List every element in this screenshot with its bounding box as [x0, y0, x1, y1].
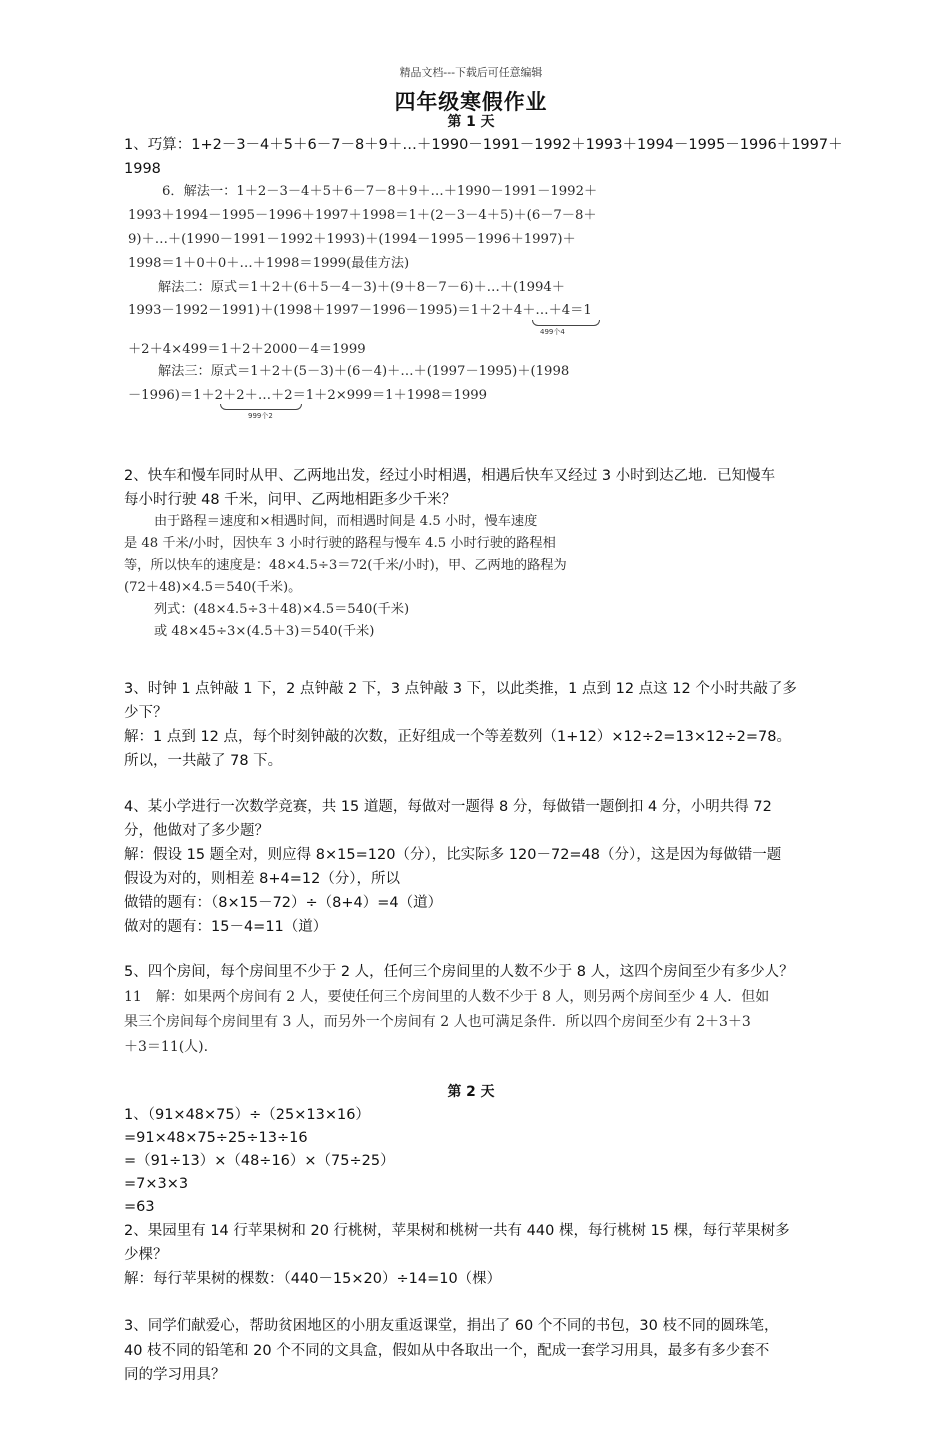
q2-solution-line-4: (72＋48)×4.5＝540(千米)。	[124, 580, 302, 595]
q2-solution-line-5: 列式：(48×4.5÷3＋48)×4.5＝540(千米)	[154, 602, 410, 617]
day2-q3-line-1: 3、同学们献爱心，帮助贫困地区的小朋友重返课堂，捐出了 60 个不同的书包，30 枝不同的圆珠笔，	[124, 1318, 779, 1334]
underbrace-label-999: 999个2	[248, 412, 273, 420]
underbrace-label-499: 499个4	[540, 328, 565, 336]
q5-solution-line-1: 11 解：如果两个房间有 2 人，要使任何三个房间里的人数不少于 8 人，则另两个房间至少 4 人．但如	[124, 989, 770, 1005]
day2-q1-line-5: =63	[124, 1199, 155, 1215]
q2-solution-line-2: 是 48 千米/小时，因快车 3 小时行驶的路程与慢车 4.5 小时行驶的路程相	[124, 536, 556, 551]
question-4-line-2: 分，他做对了多少题？	[124, 823, 269, 839]
q1-solution-line-9: －1996)＝1＋2＋2＋…＋2＝1＋2×999＝1＋1998＝1999	[128, 388, 488, 403]
q1-solution-line-8: 解法三：原式＝1＋2＋(5－3)＋(6－4)＋…＋(1997－1995)＋(1998	[158, 364, 570, 379]
question-2-line-2: 每小时行驶 48 千米，问甲、乙两地相距多少千米？	[124, 492, 457, 508]
question-3-line-2: 少下？	[124, 705, 168, 721]
question-4-line-3: 解：假设 15 题全对，则应得 8×15=120（分），比实际多 120－72=48（分），这是因为每做错一题	[124, 847, 782, 863]
q1-solution-line-2: 1993＋1994－1995－1996＋1997＋1998＝1＋(2－3－4＋5)＋(6－7－8＋	[128, 208, 597, 223]
day-2-heading: 第 2 天	[447, 1084, 495, 1100]
day2-q1-line-1: 1、（91×48×75）÷（25×13×16）	[124, 1107, 370, 1123]
day2-q3-line-2: 40 枝不同的铅笔和 20 个不同的文具盒，假如从中各取出一个，配成一套学习用具，最多有多少套不	[124, 1343, 770, 1359]
q2-solution-line-1: 由于路程＝速度和×相遇时间，而相遇时间是 4.5 小时，慢车速度	[154, 514, 538, 529]
question-4-line-6: 做对的题有：15－4=11（道）	[124, 919, 328, 935]
question-2-line-1: 2、快车和慢车同时从甲、乙两地出发，经过小时相遇，相遇后快车又经过 3 小时到达乙地．已知慢车	[124, 468, 776, 484]
day2-q2-line-1: 2、果园里有 14 行苹果树和 20 行桃树，苹果树和桃树一共有 440 棵，每行桃树 15 棵，每行苹果树多	[124, 1223, 790, 1239]
question-3-line-3: 解：1 点到 12 点，每个时刻钟敲的次数，正好组成一个等差数列（1+12）×12÷2=13×12÷2=78。	[124, 729, 791, 745]
day-1-heading: 第 1 天	[447, 114, 495, 130]
underbrace-999	[220, 404, 302, 410]
day2-q2-line-3: 解：每行苹果树的棵数：（440－15×20）÷14=10（棵）	[124, 1271, 502, 1287]
question-4-line-5: 做错的题有：（8×15－72）÷（8+4）=4（道）	[124, 895, 443, 911]
q1-solution-line-6: 1993－1992－1991)＋(1998＋1997－1996－1995)＝1＋2＋4＋…＋4＝1	[128, 303, 592, 318]
q1-solution-line-1: 6．解法一：1＋2－3－4＋5＋6－7－8＋9＋…＋1990－1991－1992＋	[162, 184, 598, 199]
question-1-line-2: 1998	[124, 161, 161, 177]
q2-solution-line-6: 或 48×45÷3×(4.5＋3)＝540(千米)	[154, 624, 375, 639]
question-3-line-1: 3、时钟 1 点钟敲 1 下，2 点钟敲 2 下，3 点钟敲 3 下，以此类推，1 点到 12 点这 12 个小时共敲了多	[124, 681, 797, 697]
document-title: 四年级寒假作业	[394, 90, 548, 114]
underbrace-499	[532, 320, 600, 326]
question-1-line-1: 1、巧算：1+2－3－4＋5＋6－7－8＋9＋…＋1990－1991－1992＋1993＋1994－1995－1996＋1997＋	[124, 137, 843, 153]
day2-q1-line-2: =91×48×75÷25÷13÷16	[124, 1130, 308, 1146]
day2-q1-line-3: =（91÷13）×（48÷16）×（75÷25）	[124, 1153, 395, 1169]
q5-solution-line-2: 果三个房间每个房间里有 3 人，而另外一个房间有 2 人也可满足条件．所以四个房间至少有 2＋3＋3	[124, 1014, 751, 1030]
day2-q1-line-4: =7×3×3	[124, 1176, 189, 1192]
q5-solution-line-3: ＋3＝11(人).	[124, 1039, 209, 1055]
q2-solution-line-3: 等，所以快车的速度是：48×4.5÷3＝72(千米/小时)，甲、乙两地的路程为	[124, 558, 567, 573]
q1-solution-line-3: 9)＋…＋(1990－1991－1992＋1993)＋(1994－1995－1996＋1997)＋	[128, 232, 576, 247]
question-5-line-1: 5、四个房间，每个房间里不少于 2 人，任何三个房间里的人数不少于 8 人，这四个房间至少有多少人？	[124, 964, 794, 980]
header-note: 精品文档---下载后可任意编辑	[399, 66, 543, 79]
day2-q2-line-2: 少棵？	[124, 1247, 168, 1263]
question-4-line-4: 假设为对的，则相差 8+4=12（分），所以	[124, 871, 401, 887]
q1-solution-line-5: 解法二：原式＝1＋2＋(6＋5－4－3)＋(9＋8－7－6)＋…＋(1994＋	[158, 280, 565, 295]
q1-solution-line-7: ＋2＋4×499＝1＋2＋2000－4＝1999	[128, 342, 366, 357]
question-3-line-4: 所以，一共敲了 78 下。	[124, 753, 283, 769]
q1-solution-line-4: 1998＝1＋0＋0＋…＋1998＝1999(最佳方法)	[128, 256, 410, 271]
question-4-line-1: 4、某小学进行一次数学竞赛，共 15 道题，每做对一题得 8 分，每做错一题倒扣 4 分，小明共得 72	[124, 799, 772, 815]
day2-q3-line-3: 同的学习用具？	[124, 1367, 226, 1383]
